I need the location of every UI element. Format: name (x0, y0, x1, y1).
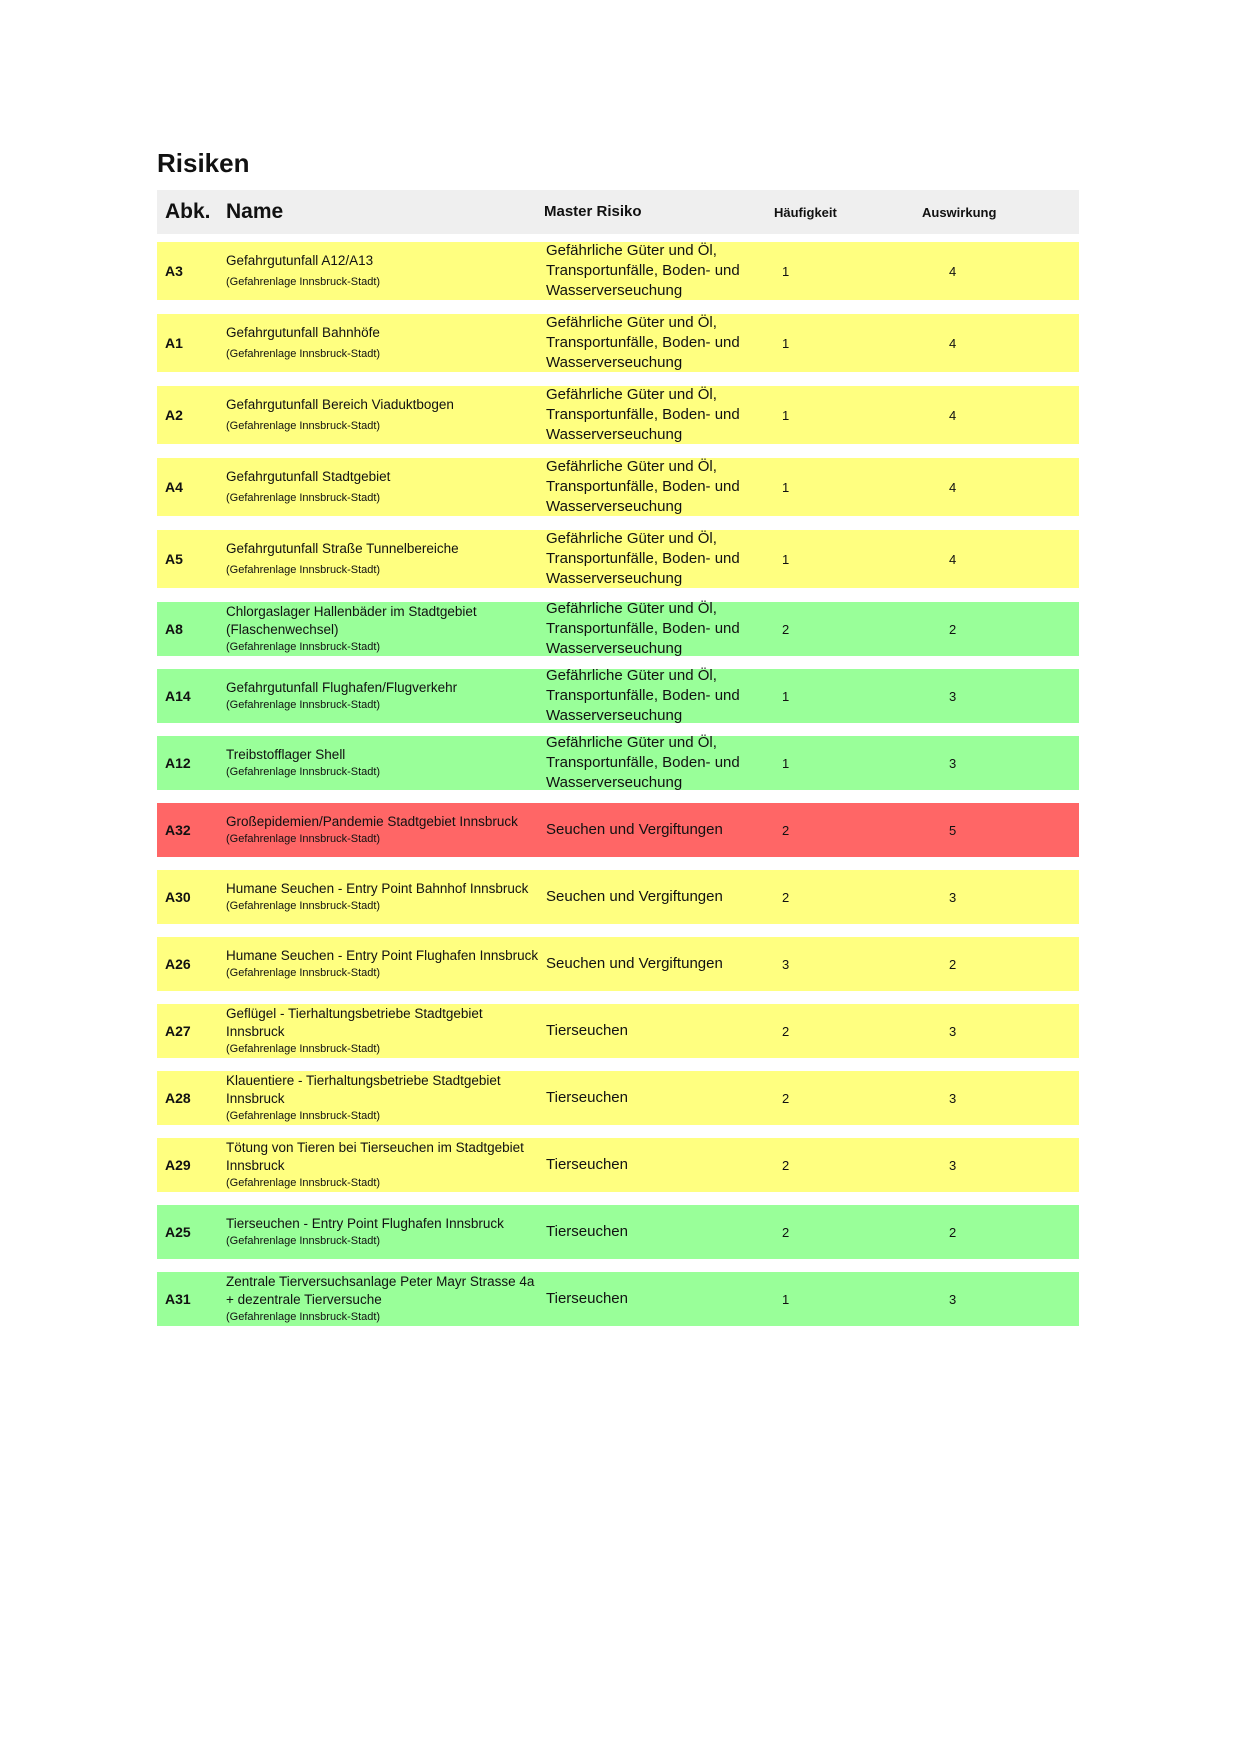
row-frequency: 1 (782, 335, 790, 351)
row-master-risk: Gefährliche Güter und Öl, Transportunfälle, Boden- und Wasserverseuchung (546, 734, 740, 791)
row-master-risk: Tierseuchen (546, 1089, 628, 1106)
row-impact: 4 (949, 479, 957, 495)
row-name (226, 679, 544, 713)
row-name (226, 1139, 544, 1191)
table-row (157, 1272, 1079, 1326)
row-abk: A32 (165, 822, 191, 838)
row-name (226, 813, 544, 847)
header-impact: Auswirkung (922, 204, 997, 220)
table-body (157, 242, 1079, 1326)
row-abk: A8 (165, 621, 183, 637)
row-name (226, 540, 544, 578)
row-name-sub: (Gefahrenlage Innsbruck-Stadt) (226, 1043, 381, 1055)
row-frequency: 1 (782, 688, 790, 704)
row-name (226, 1215, 544, 1249)
row-name-main: Tötung von Tieren bei Tierseuchen im Stadtgebiet Innsbruck (226, 1140, 524, 1173)
header-name: Name (226, 200, 284, 223)
table-row (157, 458, 1079, 516)
table-row (157, 1071, 1079, 1125)
row-frequency: 2 (782, 1157, 790, 1173)
row-impact: 3 (949, 889, 957, 905)
row-frequency: 2 (782, 1023, 790, 1039)
row-name-main: Klauentiere - Tierhaltungsbetriebe Stadtgebiet Innsbruck (226, 1073, 501, 1106)
row-name (226, 396, 544, 434)
row-abk: A29 (165, 1157, 191, 1173)
row-name-main: Treibstofflager Shell (226, 747, 346, 762)
row-impact: 3 (949, 688, 957, 704)
row-abk: A26 (165, 956, 191, 972)
table-row (157, 803, 1079, 857)
row-abk: A2 (165, 407, 183, 423)
row-name-main: Gefahrgutunfall Bereich Viaduktbogen (226, 397, 454, 412)
row-master-risk: Tierseuchen (546, 1290, 628, 1307)
row-impact: 3 (949, 755, 957, 771)
row-name (226, 1005, 544, 1057)
row-name-main: Geflügel - Tierhaltungsbetriebe Stadtgebiet Innsbruck (226, 1006, 483, 1039)
header-abk: Abk. (165, 200, 211, 223)
row-name-sub: (Gefahrenlage Innsbruck-Stadt) (226, 699, 381, 711)
row-name-main: Zentrale Tierversuchsanlage Peter Mayr Strasse 4a + dezentrale Tierversuche (226, 1274, 535, 1307)
row-master-risk: Gefährliche Güter und Öl, Transportunfälle, Boden- und Wasserverseuchung (546, 530, 740, 587)
row-frequency: 1 (782, 755, 790, 771)
row-master-risk: Seuchen und Vergiftungen (546, 888, 723, 905)
row-name (226, 947, 544, 981)
table-row (157, 314, 1079, 372)
row-abk: A27 (165, 1023, 191, 1039)
row-impact: 5 (949, 822, 957, 838)
table-header (157, 190, 1079, 234)
row-master-risk: Tierseuchen (546, 1156, 628, 1173)
row-name-main: Chlorgaslager Hallenbäder im Stadtgebiet (Flaschenwechsel) (226, 604, 477, 637)
row-name-main: Humane Seuchen - Entry Point Bahnhof Innsbruck (226, 881, 529, 896)
row-name (226, 880, 544, 914)
row-name (226, 468, 544, 506)
table-row (157, 669, 1079, 723)
row-name-sub: (Gefahrenlage Innsbruck-Stadt) (226, 1177, 381, 1189)
row-abk: A12 (165, 755, 191, 771)
row-name-main: Gefahrgutunfall A12/A13 (226, 253, 374, 268)
row-impact: 2 (949, 1224, 957, 1240)
row-abk: A30 (165, 889, 191, 905)
table-row (157, 870, 1079, 924)
row-name-sub: (Gefahrenlage Innsbruck-Stadt) (226, 492, 381, 504)
row-impact: 3 (949, 1023, 957, 1039)
row-master-risk: Gefährliche Güter und Öl, Transportunfälle, Boden- und Wasserverseuchung (546, 386, 740, 443)
row-master-risk: Gefährliche Güter und Öl, Transportunfälle, Boden- und Wasserverseuchung (546, 242, 740, 299)
row-name-sub: (Gefahrenlage Innsbruck-Stadt) (226, 1110, 381, 1122)
row-frequency: 1 (782, 479, 790, 495)
row-name-main: Großepidemien/Pandemie Stadtgebiet Innsbruck (226, 814, 518, 829)
row-frequency: 1 (782, 551, 790, 567)
row-name-sub: (Gefahrenlage Innsbruck-Stadt) (226, 641, 381, 653)
row-frequency: 2 (782, 822, 790, 838)
row-impact: 4 (949, 335, 957, 351)
row-name-main: Gefahrgutunfall Bahnhöfe (226, 325, 380, 340)
row-abk: A4 (165, 479, 183, 495)
row-frequency: 3 (782, 956, 790, 972)
row-name-sub: (Gefahrenlage Innsbruck-Stadt) (226, 967, 381, 979)
header-frequency: Häufigkeit (774, 204, 837, 220)
table-row (157, 1138, 1079, 1192)
row-name-sub: (Gefahrenlage Innsbruck-Stadt) (226, 1235, 381, 1247)
row-impact: 3 (949, 1090, 957, 1106)
table-row (157, 736, 1079, 790)
row-abk: A5 (165, 551, 183, 567)
table-row (157, 937, 1079, 991)
row-name-main: Tierseuchen - Entry Point Flughafen Innsbruck (226, 1216, 504, 1231)
row-impact: 4 (949, 263, 957, 279)
row-name (226, 252, 544, 290)
row-name-sub: (Gefahrenlage Innsbruck-Stadt) (226, 348, 381, 360)
page-title: Risiken (157, 148, 250, 178)
row-impact: 4 (949, 551, 957, 567)
row-abk: A3 (165, 263, 183, 279)
row-name-main: Gefahrgutunfall Flughafen/Flugverkehr (226, 680, 458, 695)
row-impact: 2 (949, 621, 957, 637)
row-frequency: 1 (782, 407, 790, 423)
risk-table (157, 190, 1079, 1339)
row-name-sub: (Gefahrenlage Innsbruck-Stadt) (226, 766, 381, 778)
row-frequency: 2 (782, 1090, 790, 1106)
row-impact: 4 (949, 407, 957, 423)
row-name (226, 1072, 544, 1124)
row-abk: A28 (165, 1090, 191, 1106)
row-abk: A1 (165, 335, 183, 351)
row-abk: A25 (165, 1224, 191, 1240)
row-name (226, 603, 544, 655)
row-name-sub: (Gefahrenlage Innsbruck-Stadt) (226, 564, 381, 576)
row-abk: A31 (165, 1291, 191, 1307)
row-impact: 2 (949, 956, 957, 972)
row-master-risk: Gefährliche Güter und Öl, Transportunfälle, Boden- und Wasserverseuchung (546, 314, 740, 371)
row-name (226, 324, 544, 362)
row-name-sub: (Gefahrenlage Innsbruck-Stadt) (226, 420, 381, 432)
row-name-main: Humane Seuchen - Entry Point Flughafen Innsbruck (226, 948, 539, 963)
table-row (157, 242, 1079, 300)
row-name-sub: (Gefahrenlage Innsbruck-Stadt) (226, 833, 381, 845)
row-impact: 3 (949, 1157, 957, 1173)
row-name (226, 1273, 544, 1325)
row-frequency: 2 (782, 621, 790, 637)
table-row (157, 386, 1079, 444)
row-master-risk: Tierseuchen (546, 1022, 628, 1039)
row-name (226, 746, 544, 780)
row-master-risk: Gefährliche Güter und Öl, Transportunfälle, Boden- und Wasserverseuchung (546, 458, 740, 515)
row-name-sub: (Gefahrenlage Innsbruck-Stadt) (226, 276, 381, 288)
table-row (157, 1205, 1079, 1259)
row-master-risk: Seuchen und Vergiftungen (546, 821, 723, 838)
row-frequency: 2 (782, 889, 790, 905)
table-row (157, 1004, 1079, 1058)
row-impact: 3 (949, 1291, 957, 1307)
row-master-risk: Seuchen und Vergiftungen (546, 955, 723, 972)
row-name-main: Gefahrgutunfall Stadtgebiet (226, 469, 391, 484)
table-row (157, 602, 1079, 656)
row-name-sub: (Gefahrenlage Innsbruck-Stadt) (226, 900, 381, 912)
row-name-main: Gefahrgutunfall Straße Tunnelbereiche (226, 541, 459, 556)
row-frequency: 1 (782, 1291, 790, 1307)
table-row (157, 530, 1079, 588)
row-master-risk: Gefährliche Güter und Öl, Transportunfälle, Boden- und Wasserverseuchung (546, 600, 740, 657)
row-name-sub: (Gefahrenlage Innsbruck-Stadt) (226, 1311, 381, 1323)
row-master-risk: Gefährliche Güter und Öl, Transportunfälle, Boden- und Wasserverseuchung (546, 667, 740, 724)
row-frequency: 2 (782, 1224, 790, 1240)
row-master-risk: Tierseuchen (546, 1223, 628, 1240)
row-abk: A14 (165, 688, 191, 704)
row-frequency: 1 (782, 263, 790, 279)
header-master-risk: Master Risiko (544, 203, 642, 220)
